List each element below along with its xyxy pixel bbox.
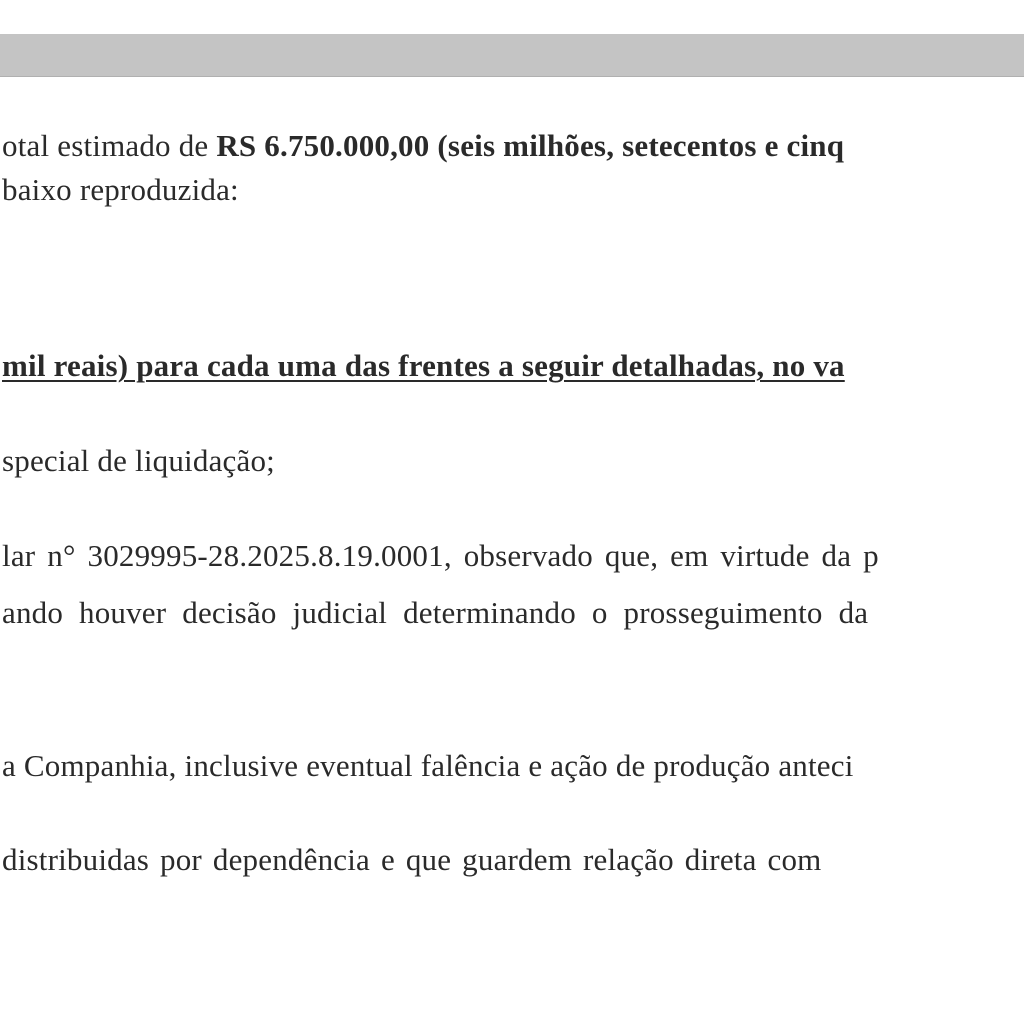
document-line-2: baixo reproduzida:: [2, 172, 239, 207]
document-line-7: a Companhia, inclusive eventual falência e ação de produção anteci: [2, 748, 854, 783]
document-line-1-text: otal estimado de: [2, 128, 217, 163]
document-line-6: ando houver decisão judicial determinando o prosseguimento da: [2, 595, 869, 630]
document-line-1: [2, 128, 844, 164]
document-line-5: lar n° 3029995-28.2025.8.19.0001, observado que, em virtude da p: [2, 538, 879, 573]
document-line-3-underlined-heading: mil reais) para cada uma das frentes a seguir detalhadas, no va: [2, 348, 845, 383]
document-line-8: distribuidas por dependência e que guardem relação direta com: [2, 842, 822, 877]
document-line-4: special de liquidação;: [2, 443, 275, 478]
document-line-1-bold-amount: RS 6.750.000,00 (seis milhões, setecentos e cinq: [216, 128, 845, 163]
top-toolbar-strip: [0, 34, 1024, 77]
